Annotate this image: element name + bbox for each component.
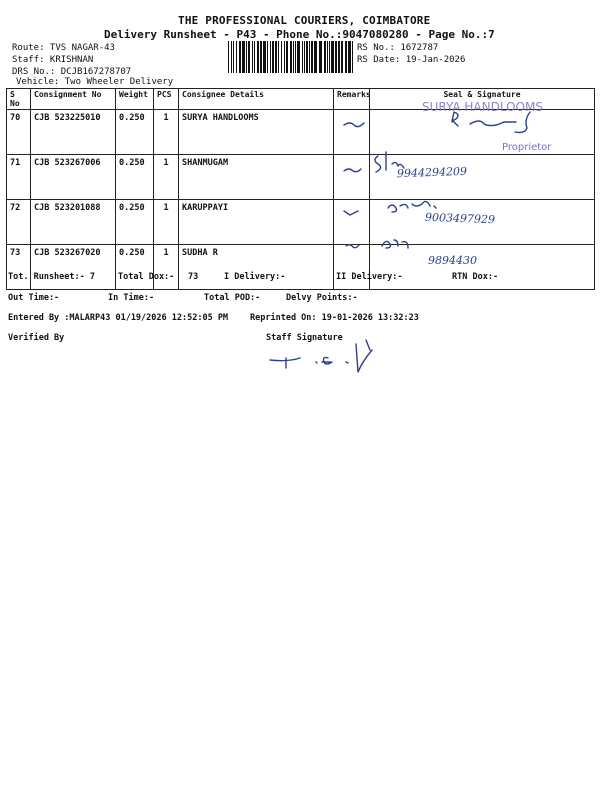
- cell-pcs: 1: [154, 245, 179, 290]
- cell-consignee: SURYA HANDLOOMS: [179, 110, 334, 155]
- in-time: In Time:-: [108, 293, 155, 303]
- total-dox-label: Total Dox:-: [118, 272, 175, 282]
- cell-sno: 73: [7, 245, 31, 290]
- cell-pcs: 1: [154, 200, 179, 245]
- col-consignment: Consignment No: [31, 89, 116, 110]
- handwritten-phone-72: 9003497929: [424, 210, 496, 227]
- i-delivery: I Delivery:-: [224, 272, 286, 282]
- rs-number: RS No.: 1672787: [357, 43, 439, 53]
- cell-weight: 0.250: [116, 200, 154, 245]
- cell-weight: 0.250: [116, 110, 154, 155]
- staff-signature-mark: [270, 340, 372, 372]
- ii-delivery: II Delivery:-: [336, 272, 403, 282]
- total-pod: Total POD:-: [204, 293, 261, 303]
- signature-70: [452, 112, 530, 133]
- document-title: THE PROFESSIONAL COURIERS, COIMBATORE: [178, 14, 431, 27]
- tot-runsheet: Tot. Runsheet:- 7: [8, 272, 95, 282]
- col-remarks: Remarks: [334, 89, 370, 110]
- total-dox-value: 73: [188, 272, 199, 282]
- document-subtitle: Delivery Runsheet - P43 - Phone No.:9047080280 - Page No.:7: [104, 28, 495, 41]
- cell-consignment: CJB 523225010: [31, 110, 116, 155]
- cell-consignment: CJB 523267006: [31, 155, 116, 200]
- cell-consignment: CJB 523267020: [31, 245, 116, 290]
- cell-consignee: SHANMUGAM: [179, 155, 334, 200]
- drs-number: DRS No.: DCJB167278707: [12, 67, 132, 77]
- cell-consignee: KARUPPAYI: [179, 200, 334, 245]
- cell-consignment: CJB 523201088: [31, 200, 116, 245]
- verified-by: Verified By: [8, 333, 65, 343]
- remark-mark-72: [344, 211, 358, 215]
- rtn-dox: RTN Dox:-: [452, 272, 499, 282]
- rs-date: RS Date: 19-Jan-2026: [357, 55, 466, 65]
- out-time: Out Time:-: [8, 293, 60, 303]
- vehicle-label: Vehicle: Two Wheeler Delivery: [16, 77, 174, 87]
- cell-consignee: SUDHA R: [179, 245, 334, 290]
- reprinted-on: Reprinted On: 19-01-2026 13:32:23: [250, 313, 419, 323]
- route-label: Route: TVS NAGAR-43: [12, 43, 115, 53]
- stamp-role: Proprietor: [502, 142, 552, 153]
- entered-by: Entered By :MALARP43 01/19/2026 12:52:05 PM: [8, 313, 229, 323]
- remark-mark-73: [346, 245, 359, 248]
- cell-weight: 0.250: [116, 245, 154, 290]
- cell-sno: 70: [7, 110, 31, 155]
- col-weight: Weight: [116, 89, 154, 110]
- cell-weight: 0.250: [116, 155, 154, 200]
- remark-mark-70: [344, 123, 364, 127]
- handwritten-phone-71: 9944294209: [396, 164, 468, 181]
- col-pcs: PCS: [154, 89, 179, 110]
- col-signature: Seal & Signature: [370, 89, 595, 110]
- cell-pcs: 1: [154, 155, 179, 200]
- col-sno: S No: [7, 89, 31, 110]
- cell-sno: 72: [7, 200, 31, 245]
- col-consignee: Consignee Details: [179, 89, 334, 110]
- signature-73: [382, 240, 408, 248]
- remark-mark-71: [344, 169, 361, 172]
- handwritten-phone-73: 9894430: [428, 254, 477, 267]
- cell-sno: 71: [7, 155, 31, 200]
- stamp-name: SURYA HANDLOOMS: [422, 100, 543, 114]
- cell-pcs: 1: [154, 110, 179, 155]
- staff-label: Staff: KRISHNAN: [12, 55, 94, 65]
- staff-signature-label: Staff Signature: [266, 333, 343, 343]
- delvy-points: Delvy Points:-: [286, 293, 358, 303]
